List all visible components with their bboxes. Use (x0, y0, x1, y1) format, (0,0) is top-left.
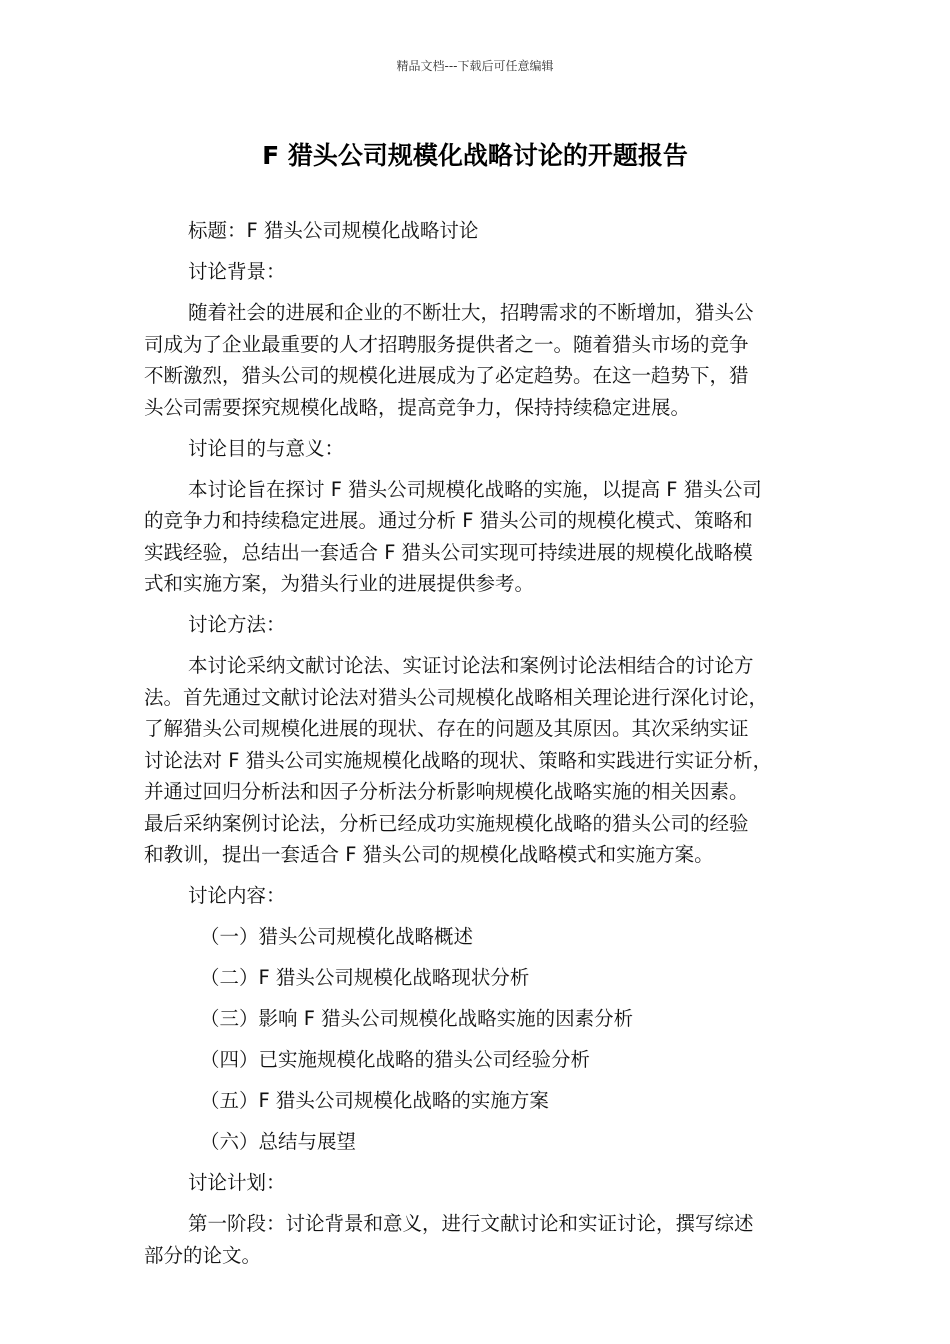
background-line: 不断激烈，猎头公司的规模化进展成为了必定趋势。在这一趋势下，猎 (144, 364, 749, 387)
plan-heading-text: 讨论计划： (188, 1171, 286, 1194)
topic-line (144, 215, 792, 247)
document-body (144, 215, 792, 1281)
content-heading-text: 讨论内容： (188, 884, 286, 907)
content-heading (144, 880, 792, 912)
background-heading-text: 讨论背景： (188, 260, 286, 283)
method-line: 了解猎头公司规模化进展的现状、存在的问题及其原因。其次采纳实证 (144, 717, 749, 740)
content-list-item: （二）F 猎头公司规模化战略现状分析 (200, 966, 530, 989)
purpose-line: 本讨论旨在探讨 F 猎头公司规模化战略的实施，以提高 F 猎头公司 (188, 477, 762, 501)
content-list-item: （五）F 猎头公司规模化战略的实施方案 (200, 1089, 549, 1112)
purpose-line: 的竞争力和持续稳定进展。通过分析 F 猎头公司的规模化模式、策略和 (144, 509, 753, 532)
plan-heading (144, 1167, 792, 1199)
purpose-line: 实践经验，总结出一套适合 F 猎头公司实现可持续进展的规模化战略模 (144, 540, 753, 564)
content-list-item: （一）猎头公司规模化战略概述 (200, 925, 474, 948)
plan-paragraph (144, 1208, 792, 1271)
method-line: 讨论法对 F 猎头公司实施规模化战略的现状、策略和实践进行实证分析， (144, 748, 773, 772)
method-heading-text: 讨论方法： (188, 613, 286, 636)
method-heading (144, 609, 792, 641)
plan-line: 部分的论文。 (144, 1243, 262, 1267)
plan-line: 第一阶段：讨论背景和意义，进行文献讨论和实证讨论，撰写综述 (188, 1212, 754, 1235)
document-title: F 猎头公司规模化战略讨论的开题报告 (262, 141, 688, 170)
method-line: 本讨论采纳文献讨论法、实证讨论法和案例讨论法相结合的讨论方 (188, 654, 754, 677)
purpose-line: 式和实施方案，为猎头行业的进展提供参考。 (144, 572, 535, 595)
purpose-heading (144, 433, 792, 465)
content-list (144, 921, 792, 1158)
purpose-paragraph (144, 474, 792, 600)
content-list-item: （三）影响 F 猎头公司规模化战略实施的因素分析 (200, 1007, 634, 1030)
content-list-item: （四）已实施规模化战略的猎头公司经验分析 (200, 1048, 591, 1071)
method-line: 最后采纳案例讨论法，分析已经成功实施规模化战略的猎头公司的经验 (144, 811, 749, 835)
header-note: 精品文档---下载后可任意编辑 (396, 59, 554, 73)
method-line: 并通过回归分析法和因子分析法分析影响规模化战略实施的相关因素。 (144, 780, 749, 803)
background-line: 随着社会的进展和企业的不断壮大，招聘需求的不断增加，猎头公 (188, 301, 754, 324)
background-line: 头公司需要探究规模化战略，提高竞争力，保持持续稳定进展。 (144, 395, 691, 419)
purpose-heading-text: 讨论目的与意义： (188, 436, 345, 460)
background-paragraph (144, 297, 792, 423)
method-line: 法。首先通过文献讨论法对猎头公司规模化战略相关理论进行深化讨论， (144, 685, 769, 709)
content-list-item: （六）总结与展望 (200, 1130, 357, 1153)
method-paragraph (144, 650, 792, 871)
background-line: 司成为了企业最重要的人才招聘服务提供者之一。随着猎头市场的竞争 (144, 332, 749, 356)
method-line: 和教训，提出一套适合 F 猎头公司的规模化战略模式和实施方案。 (144, 843, 714, 866)
topic-text: 标题：F 猎头公司规模化战略讨论 (188, 219, 479, 242)
background-heading (144, 256, 792, 288)
